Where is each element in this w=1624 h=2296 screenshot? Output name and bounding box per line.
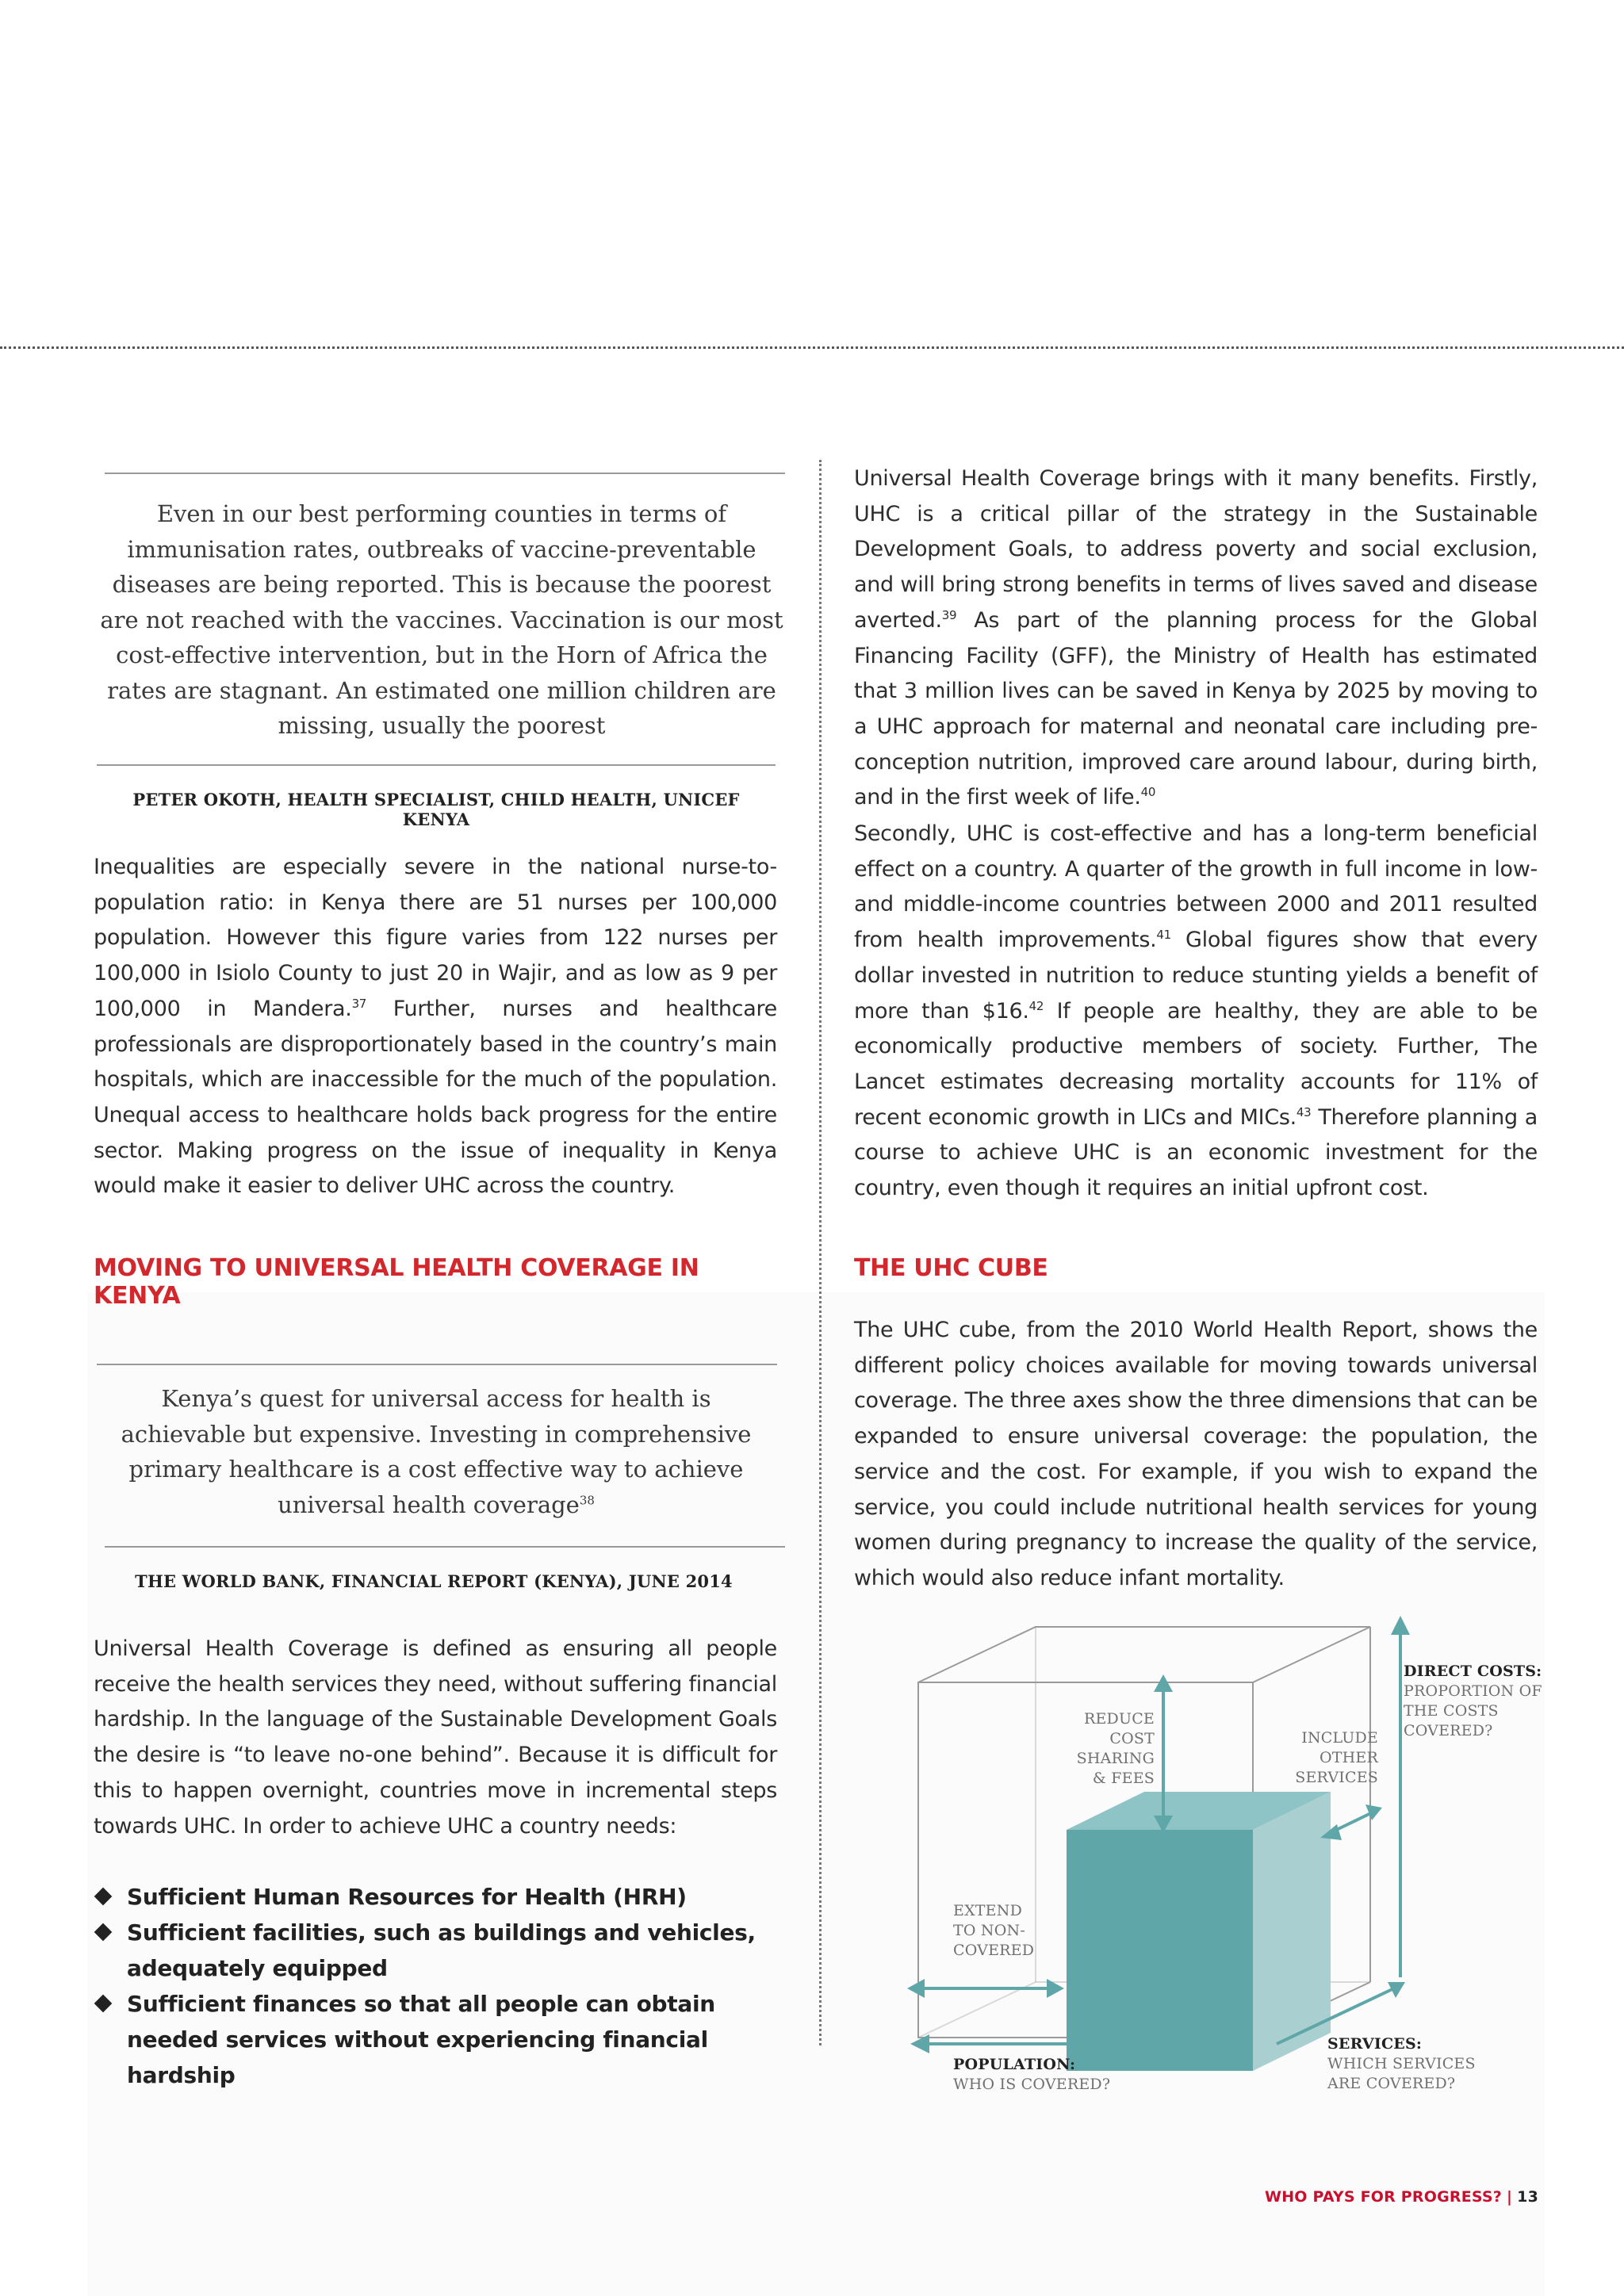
- inner-box-side: [1253, 1792, 1331, 2071]
- top-dotted-rule: [0, 346, 1624, 349]
- footnote-ref: 37: [351, 996, 367, 1011]
- extend-coverage-label: EXTEND TO NON-COVERED: [953, 1902, 1035, 1959]
- inner-box-front: [1067, 1830, 1253, 2071]
- quote2-top-rule: [97, 1364, 777, 1365]
- section-heading-uhc-cube: THE UHC CUBE: [854, 1254, 1048, 1282]
- diamond-bullet-icon: [94, 1923, 113, 1942]
- quote2-attribution: THE WORLD BANK, FINANCIAL REPORT (KENYA), JUNE 2014: [135, 1571, 733, 1591]
- arrow-diag-up-icon: [1365, 1804, 1382, 1820]
- inequalities-text-b: Further, nurses and healthcare professionals are disproportionately based in the country’s main hospitals, which are inaccessible for the much of the population. Unequal access to healthcare holds back progress for the entire sector. Making progress on the issue of inequality in Kenya would make it easier to deliver UHC across the country.: [94, 996, 777, 1199]
- population-axis-label: POPULATION: WHO IS COVERED?: [953, 2056, 1111, 2093]
- pull-quote-world-bank: [103, 1381, 769, 1522]
- quote2-bottom-rule: [105, 1546, 785, 1548]
- publication-title: WHO PAYS FOR PROGRESS?: [1265, 2188, 1503, 2206]
- inequalities-text-a: Inequalities are especially severe in the national nurse-to-population ratio: in Kenya there are 51 nurses per 100,000 population. However this figure varies from 122 nurses per 100,000 in Isiolo County to just 20 in Wajir, and as low as 9 per 100,000 in Mandera.: [94, 855, 777, 1021]
- inner-covered-box: [1067, 1792, 1331, 2071]
- footnote-ref: 42: [1028, 998, 1044, 1013]
- axis-up-arrow-icon: [1391, 1616, 1410, 1635]
- quote1-attribution: PETER OKOTH, HEALTH SPECIALIST, CHILD HEALTH, UNICEF KENYA: [132, 790, 740, 829]
- uhc-benefits-paragraph: Universal Health Coverage brings with it many benefits. Firstly, UHC is a critical pillar of the strategy in the Sustainable Development Goals, to address poverty and social exclusion, and will bring strong benefits in terms of lives saved and disease averted.$^{39}$ As part of the planning process for the Global Financing Facility (GFF), the Ministry of Health has estimated that 3 million lives can be saved in Kenya by 2025 by moving to a UHC approach for maternal and neonatal care including pre-conception nutrition, improved care around labour, during birth, and in the first week of life.$^{40}$: [854, 466, 1538, 810]
- services-axis-label: SERVICES: WHICH SERVICES ARE COVERED?: [1327, 2035, 1476, 2092]
- outer-cube-top-face: [918, 1627, 1370, 1682]
- footnote-ref: 40: [1140, 785, 1156, 800]
- inequalities-paragraph: [94, 850, 777, 1204]
- uhc-cube-paragraph: The UHC cube, from the 2010 World Health Report, shows the different policy choices available for moving towards universal coverage. The three axes show the three dimensions that can be expanded to ensure universal coverage: the population, the service and the cost. For example, if you wish to expand the service, you could include nutritional health services for young women during pregnancy to increase the quality of the service, which would also reduce infant mortality.: [854, 1318, 1538, 1590]
- footnote-ref: 43: [1296, 1104, 1312, 1119]
- page-number: 13: [1517, 2188, 1538, 2206]
- include-other-services-label: INCLUDE OTHER SERVICES: [1295, 1729, 1378, 1786]
- reduce-cost-label: REDUCE COST SHARING & FEES: [1076, 1710, 1155, 1787]
- footnote-ref: 39: [941, 607, 957, 622]
- quote2-text: Kenya’s quest for universal access for health is achievable but expensive. Investing in comprehensive primary healthcare is a cost effective way to achieve universal health coverage: [121, 1385, 752, 1518]
- direct-costs-label: DIRECT COSTS: PROPORTION OF THE COSTS COVERED?: [1404, 1663, 1542, 1739]
- quote1-top-rule: [105, 473, 785, 474]
- list-item: Sufficient finances so that all people can obtain needed services without experiencing financial hardship: [94, 1986, 791, 2093]
- list-item: Sufficient facilities, such as buildings and vehicles, adequately equipped: [94, 1915, 791, 1986]
- column-divider: [819, 460, 822, 2045]
- page-footer: WHO PAYS FOR PROGRESS? | 13: [1265, 2188, 1538, 2206]
- arrow-left-icon: [907, 1979, 925, 1998]
- uhc-needs-list: [94, 1879, 791, 2093]
- outer-cube-hidden-left: [918, 1982, 1036, 2038]
- quote1-bottom-rule: [97, 764, 776, 766]
- uhc-definition-paragraph: Universal Health Coverage is defined as ensuring all people receive the health services they need, without suffering financial hardship. In the language of the Sustainable Development Goals the desire is “to leave no-one behind”. Because it is difficult for this to happen overnight, countries move in incremental steps towards UHC. In order to achieve UHC a country needs:: [94, 1636, 777, 1839]
- diamond-bullet-icon: [94, 1995, 113, 2013]
- pull-quote-unicef: Even in our best performing counties in terms of immunisation rates, outbreaks of vaccine-preventable diseases are being reported. This is because the poorest are not reached with the vaccines. Vaccination is our most cost-effective intervention, but in the Horn of Africa the rates are stagnant. An estimated one million children are missing, usually the poorest: [100, 500, 783, 739]
- uhc-cost-effective-paragraph: Secondly, UHC is cost-effective and has a long-term beneficial effect on a country. A quarter of the growth in full income in low- and middle-income countries between 2000 and 2011 resulted from health improvements.$^{41}$ Global figures show that every dollar invested in nutrition to reduce stunting yields a benefit of more than $16.42 If people are healthy, they are able to be economically productive members of society. Further, The Lancet estimates decreasing mortality accounts for 11% of recent economic growth in LICs and MICs.$^{43}$ Therefore planning a course to achieve UHC is an economic investment for the country, even though it requires an initial upfront cost.: [854, 821, 1538, 1201]
- footnote-ref: 41: [1156, 928, 1171, 943]
- section-heading-moving-to-uhc: MOVING TO UNIVERSAL HEALTH COVERAGE IN KENYA: [94, 1254, 699, 1310]
- list-item: Sufficient Human Resources for Health (HRH): [94, 1879, 791, 1915]
- footnote-ref: 38: [579, 1492, 595, 1507]
- diamond-bullet-icon: [94, 1888, 113, 1906]
